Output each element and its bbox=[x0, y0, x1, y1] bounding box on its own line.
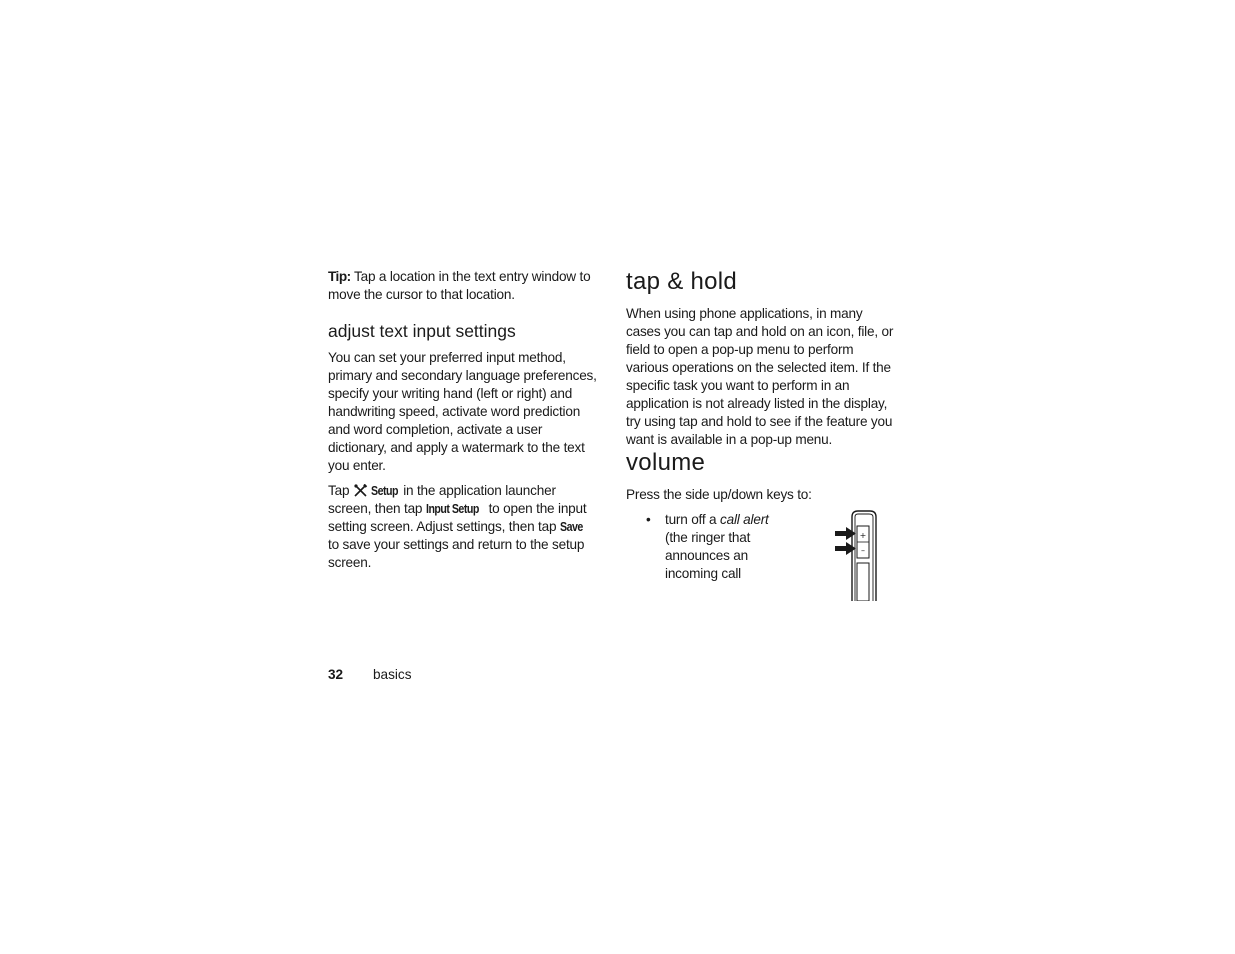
tip-label: Tip: bbox=[328, 269, 351, 284]
section-title-volume: volume bbox=[626, 449, 706, 476]
tools-icon bbox=[353, 484, 368, 497]
arrow-right-icon bbox=[835, 527, 856, 540]
bullet-text-a: turn off a bbox=[665, 512, 720, 527]
footer-section-name: basics bbox=[373, 667, 412, 682]
volume-up-label: + bbox=[859, 531, 867, 540]
left-column bbox=[328, 268, 598, 572]
setup-instructions-text-a: Tap bbox=[328, 483, 353, 498]
setup-instructions bbox=[328, 482, 598, 572]
list-item bbox=[626, 511, 790, 583]
volume-intro: Press the side up/down keys to: bbox=[626, 487, 812, 502]
save-command: Save bbox=[559, 520, 583, 534]
page-footer bbox=[328, 666, 412, 684]
setup-instructions-text-c: to open the input setting screen. Adjust settings, then tap bbox=[328, 501, 587, 534]
section-title-tap-hold: tap & hold bbox=[626, 268, 738, 295]
phone-side-keys-illustration bbox=[833, 509, 883, 601]
tip-text: Tap a location in the text entry window to move the cursor to that location. bbox=[328, 269, 591, 302]
tap-hold-description: When using phone applications, in many cases you can tap and hold on an icon, file, or field to open a pop-up menu to perform various operations on the selected item. If the specific task you want to perform in an application is not already listed in the display, try using tap and hold to see if the feature you want is available in a pop-up menu. bbox=[626, 306, 894, 447]
tip-paragraph bbox=[328, 268, 598, 304]
page-number: 32 bbox=[328, 667, 344, 682]
setup-instructions-text-d: to save your settings and return to the setup screen. bbox=[328, 537, 585, 570]
volume-down-label: – bbox=[861, 546, 865, 555]
input-settings-description: You can set your preferred input method, primary and secondary language preferences, specify your writing hand (left or right) and handwriting speed, activate word prediction and word completion, activate a user dictionary, and apply a watermark to the text you enter. bbox=[328, 350, 597, 473]
call-alert-term: call alert bbox=[719, 512, 769, 527]
arrow-right-icon bbox=[835, 542, 856, 555]
bullet-text-b: (the ringer that announces an incoming call bbox=[665, 530, 751, 581]
setup-command: Setup bbox=[370, 484, 398, 498]
setup-instructions-text-b: in the application launcher screen, then tap bbox=[328, 483, 556, 516]
section-title-adjust-text-input: adjust text input settings bbox=[328, 321, 516, 341]
bullet-dot: • bbox=[646, 512, 651, 527]
input-setup-command: Input Setup bbox=[425, 502, 479, 516]
